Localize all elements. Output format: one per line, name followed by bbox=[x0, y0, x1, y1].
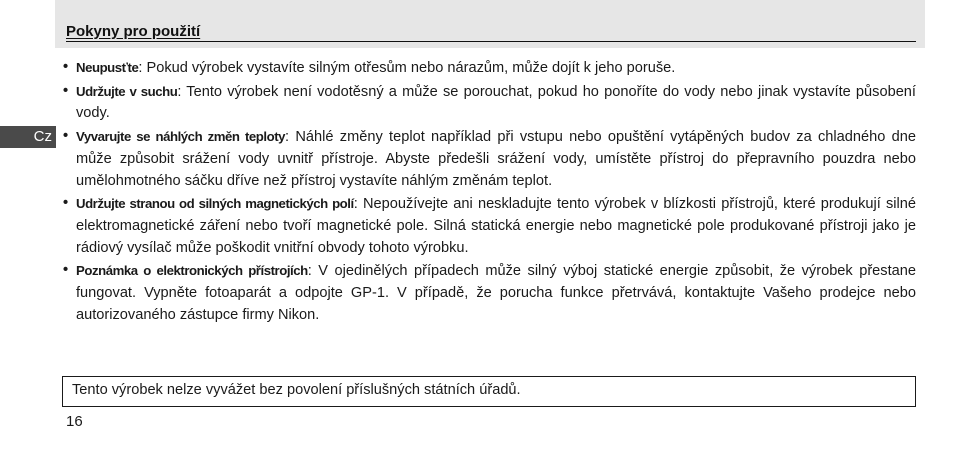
item-term: Neupusťte bbox=[76, 60, 139, 75]
bullet-icon: • bbox=[63, 82, 69, 99]
item-term: Poznámka o elektronických přístrojích bbox=[76, 263, 308, 279]
bullet-icon: • bbox=[63, 262, 69, 279]
list-item bbox=[62, 81, 916, 125]
item-text: : Nepoužívejte ani neskladujte tento výrobek v blízkosti přístrojů, které produkují silné elektromagnetické záření nebo tvoří magnetické pole. Silná statická energie nebo magnetické pole produkované přístroji jako je rádiový vysílač může poškodit vnitřní obvody tohoto výrobku. bbox=[76, 196, 916, 256]
item-text: : Náhlé změny teplot například při vstupu nebo opuštění vytápěných budov za chladného dne může způsobit srážení vody uvnitř přístroje. Abyste předešli srážení vody, umístěte přístroj do přepravního pouzdra nebo umělohmotného sáčku dříve než přístroj vystavíte náhlým změnám teplot. bbox=[76, 129, 916, 189]
item-text: : Tento výrobek není vodotěsný a může se porouchat, pokud ho ponoříte do vody nebo jinak vystavíte působení vody. bbox=[76, 83, 916, 122]
bullet-icon: • bbox=[63, 128, 69, 145]
precautions-list bbox=[62, 57, 916, 327]
item-term: Udržujte v suchu bbox=[76, 83, 178, 99]
list-item bbox=[62, 260, 916, 326]
item-term: Udržujte stranou od silných magnetických polí bbox=[76, 196, 354, 212]
item-text: : Pokud výrobek vystavíte silným otřesům nebo nárazům, může dojít k jeho poruše. bbox=[138, 60, 676, 76]
section-title: Pokyny pro použití bbox=[66, 22, 916, 42]
list-item bbox=[62, 57, 916, 80]
page-number: 16 bbox=[66, 413, 83, 430]
bullet-icon: • bbox=[63, 195, 69, 212]
language-tab: Cz bbox=[0, 126, 56, 148]
list-item bbox=[62, 126, 916, 192]
item-text: : V ojedinělých případech může silný výboj statické energie způsobit, že výrobek přestane fungovat. Vypněte fotoaparát a odpojte GP-1. V případě, že porucha funkce přetrvává, kontaktujte Vašeho prodejce nebo autorizovaného zástupce firmy Nikon. bbox=[76, 263, 916, 323]
item-term: Vyvarujte se náhlých změn teploty bbox=[76, 129, 286, 145]
export-notice: Tento výrobek nelze vyvážet bez povolení příslušných státních úřadů. bbox=[62, 376, 916, 407]
list-item bbox=[62, 193, 916, 259]
bullet-icon: • bbox=[63, 59, 69, 75]
